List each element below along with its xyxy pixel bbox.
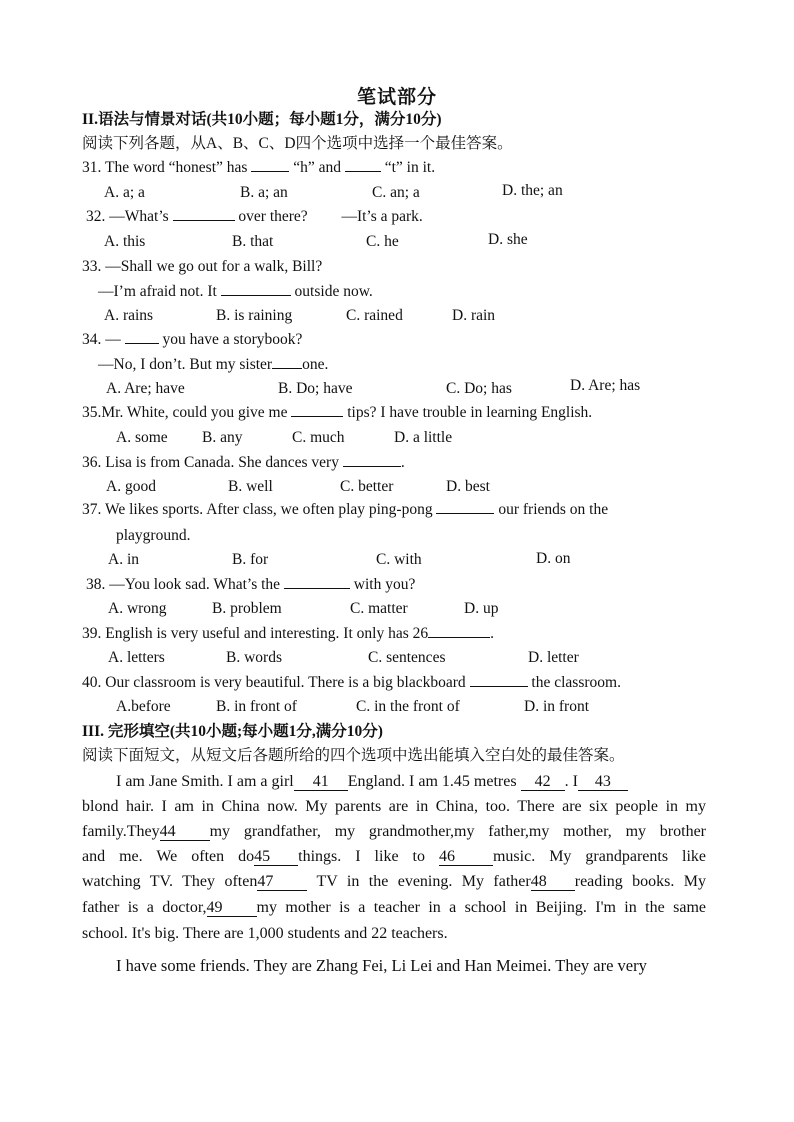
- passage-text: things. I like to: [298, 848, 425, 865]
- q32-option-c: C. he: [366, 233, 399, 250]
- passage-text: music. My grandparents like: [492, 848, 707, 865]
- section-2-instruction: 阅读下列各题，从A、B、C、D四个选项中选择一个最佳答案。: [82, 135, 513, 152]
- q37-text-b: our friends on the: [498, 501, 609, 518]
- passage-text: watching TV. They often: [82, 873, 258, 890]
- q32-text-b: over there?: [238, 208, 308, 225]
- blank-49: 49: [207, 900, 257, 917]
- blank-47: 47: [257, 874, 307, 891]
- q34-text-b: you have a storybook?: [162, 331, 303, 348]
- question-31: [82, 158, 435, 178]
- q34-text-d: one.: [302, 356, 329, 373]
- page-title: 笔试部分: [356, 87, 437, 108]
- passage-text: reading books. My: [574, 873, 706, 890]
- q39-option-c: C. sentences: [368, 649, 446, 666]
- question-35: [82, 403, 592, 423]
- q37-text-a: 37. We likes sports. After class, we often play ping-pong: [82, 501, 433, 518]
- q34-blank-1: [125, 343, 159, 344]
- q35-text-a: 35.Mr. White, could you give me: [82, 404, 288, 421]
- q37-option-d: D. on: [536, 550, 571, 567]
- q39-option-d: D. letter: [528, 649, 579, 666]
- question-37: [82, 500, 608, 520]
- question-40: [82, 673, 621, 693]
- q31-option-a: A. a; a: [104, 184, 145, 201]
- blank-41: 41: [294, 774, 348, 791]
- q32-option-b: B. that: [232, 233, 274, 250]
- q39-blank: [428, 637, 490, 638]
- passage-text: TV in the evening. My father: [316, 873, 531, 890]
- q38-option-d: D. up: [464, 600, 499, 617]
- q34-option-b: B. Do; have: [278, 380, 353, 397]
- q34-blank-2: [272, 368, 302, 369]
- q40-option-c: C. in the front of: [356, 698, 460, 715]
- question-39: [82, 624, 494, 644]
- q37-blank: [436, 513, 494, 514]
- q32-option-d: D. she: [488, 231, 528, 248]
- passage-text: England. I am 1.45 metres: [347, 773, 517, 790]
- q40-text-b: the classroom.: [531, 674, 621, 691]
- q31-text-a: 31. The word “honest” has: [82, 159, 248, 176]
- passage-text: my mother is a teacher in a school in Beijing. I'm in the same: [256, 899, 706, 916]
- q31-blank-2: [345, 171, 381, 172]
- passage-text: I am Jane Smith. I am a girl: [116, 773, 294, 790]
- q36-text-a: 36. Lisa is from Canada. She dances very: [82, 454, 339, 471]
- q34-option-c: C. Do; has: [446, 380, 512, 397]
- question-34: [82, 330, 302, 350]
- q35-option-b: B. any: [202, 429, 243, 446]
- question-38: [86, 575, 415, 595]
- passage-line-4: [82, 847, 706, 867]
- blank-48: 48: [531, 874, 575, 891]
- q33-text-b: outside now.: [294, 283, 373, 300]
- blank-43: 43: [578, 774, 628, 791]
- q40-option-a: A.before: [116, 698, 171, 715]
- q35-blank: [291, 416, 343, 417]
- blank-46: 46: [439, 849, 493, 866]
- q34-text-a: 34. —: [82, 331, 121, 348]
- q34-option-a: A. Are; have: [106, 380, 185, 397]
- question-36: [82, 453, 405, 473]
- passage-line-1: [116, 772, 628, 792]
- question-33-line-2: [98, 282, 373, 302]
- passage-line-3: [82, 822, 706, 842]
- q35-option-a: A. some: [116, 429, 168, 446]
- q37-option-b: B. for: [232, 551, 269, 568]
- q38-blank: [284, 588, 350, 589]
- q36-option-a: A. good: [106, 478, 156, 495]
- q31-option-c: C. an; a: [372, 184, 420, 201]
- q35-option-c: C. much: [292, 429, 345, 446]
- q40-option-b: B. in front of: [216, 698, 297, 715]
- q37-option-c: C. with: [376, 551, 422, 568]
- section-3-instruction: 阅读下面短文，从短文后各题所给的四个选项中选出能填入空白处的最佳答案。: [82, 747, 625, 764]
- passage-text: my grandfather, my grandmother,my father,my mother, my brother: [209, 823, 706, 840]
- blank-44: 44: [160, 824, 210, 841]
- q39-option-b: B. words: [226, 649, 282, 666]
- q38-option-a: A. wrong: [108, 600, 167, 617]
- question-34-line-2: [98, 355, 328, 375]
- q33-option-d: D. rain: [452, 307, 496, 324]
- q38-option-c: C. matter: [350, 600, 408, 617]
- q36-blank: [343, 466, 401, 467]
- q36-option-b: B. well: [228, 478, 273, 495]
- q31-text-b: “h” and: [293, 159, 341, 176]
- passage-text: and me. We often do: [82, 848, 255, 865]
- q31-option-d: D. the; an: [502, 182, 563, 199]
- passage-text: father is a doctor,: [82, 899, 207, 916]
- q31-text-c: “t” in it.: [384, 159, 436, 176]
- q32-text-a: 32. —What’s: [86, 208, 169, 225]
- passage-line-8: I have some friends. They are Zhang Fei, Li Lei and Han Meimei. They are very: [116, 956, 647, 975]
- section-2-heading: II.语法与情景对话(共10小题；每小题1分，满分10分): [82, 111, 442, 128]
- q35-option-d: D. a little: [394, 429, 453, 446]
- q31-option-b: B. a; an: [240, 184, 288, 201]
- blank-45: 45: [254, 849, 298, 866]
- q36-text-b: .: [400, 454, 405, 471]
- q32-option-a: A. this: [104, 233, 146, 250]
- passage-line-5: [82, 872, 706, 892]
- passage-line-2: blond hair. I am in China now. My parents are in China, too. There are six people in my: [82, 798, 706, 815]
- q35-text-b: tips? I have trouble in learning English.: [347, 404, 593, 421]
- passage-text: . I: [564, 773, 578, 790]
- q39-text-b: .: [490, 625, 494, 642]
- q36-option-d: D. best: [446, 478, 490, 495]
- q36-option-c: C. better: [340, 478, 394, 495]
- passage-text: family.They: [82, 823, 160, 840]
- section-3-heading: III. 完形填空(共10小题;每小题1分,满分10分): [82, 723, 383, 740]
- q31-blank-1: [251, 171, 289, 172]
- passage-line-6: [82, 898, 706, 918]
- q39-text-a: 39. English is very useful and interesting. It only has 26: [82, 625, 429, 642]
- q33-text-a: —I’m afraid not. It: [98, 283, 217, 300]
- q34-option-d: D. Are; has: [570, 377, 641, 394]
- question-32: [86, 207, 423, 227]
- q40-blank: [470, 686, 528, 687]
- q40-text-a: 40. Our classroom is very beautiful. There is a big blackboard: [82, 674, 466, 691]
- q32-text-c: —It’s a park.: [341, 208, 423, 225]
- q33-blank: [221, 295, 291, 296]
- q38-text-b: with you?: [353, 576, 416, 593]
- passage-line-7: school. It's big. There are 1,000 students and 22 teachers.: [82, 925, 448, 942]
- q33-option-c: C. rained: [346, 307, 403, 324]
- q39-option-a: A. letters: [108, 649, 165, 666]
- q38-option-b: B. problem: [212, 600, 282, 617]
- q32-blank: [173, 220, 235, 221]
- q40-option-d: D. in front: [524, 698, 590, 715]
- q33-option-b: B. is raining: [216, 307, 293, 324]
- blank-42: 42: [521, 774, 565, 791]
- q34-text-c: —No, I don’t. But my sister: [98, 356, 273, 373]
- q37-option-a: A. in: [108, 551, 139, 568]
- question-37-line-2: playground.: [116, 527, 191, 544]
- q38-text-a: 38. —You look sad. What’s the: [86, 576, 281, 593]
- q33-option-a: A. rains: [104, 307, 154, 324]
- question-33: 33. —Shall we go out for a walk, Bill?: [82, 258, 323, 275]
